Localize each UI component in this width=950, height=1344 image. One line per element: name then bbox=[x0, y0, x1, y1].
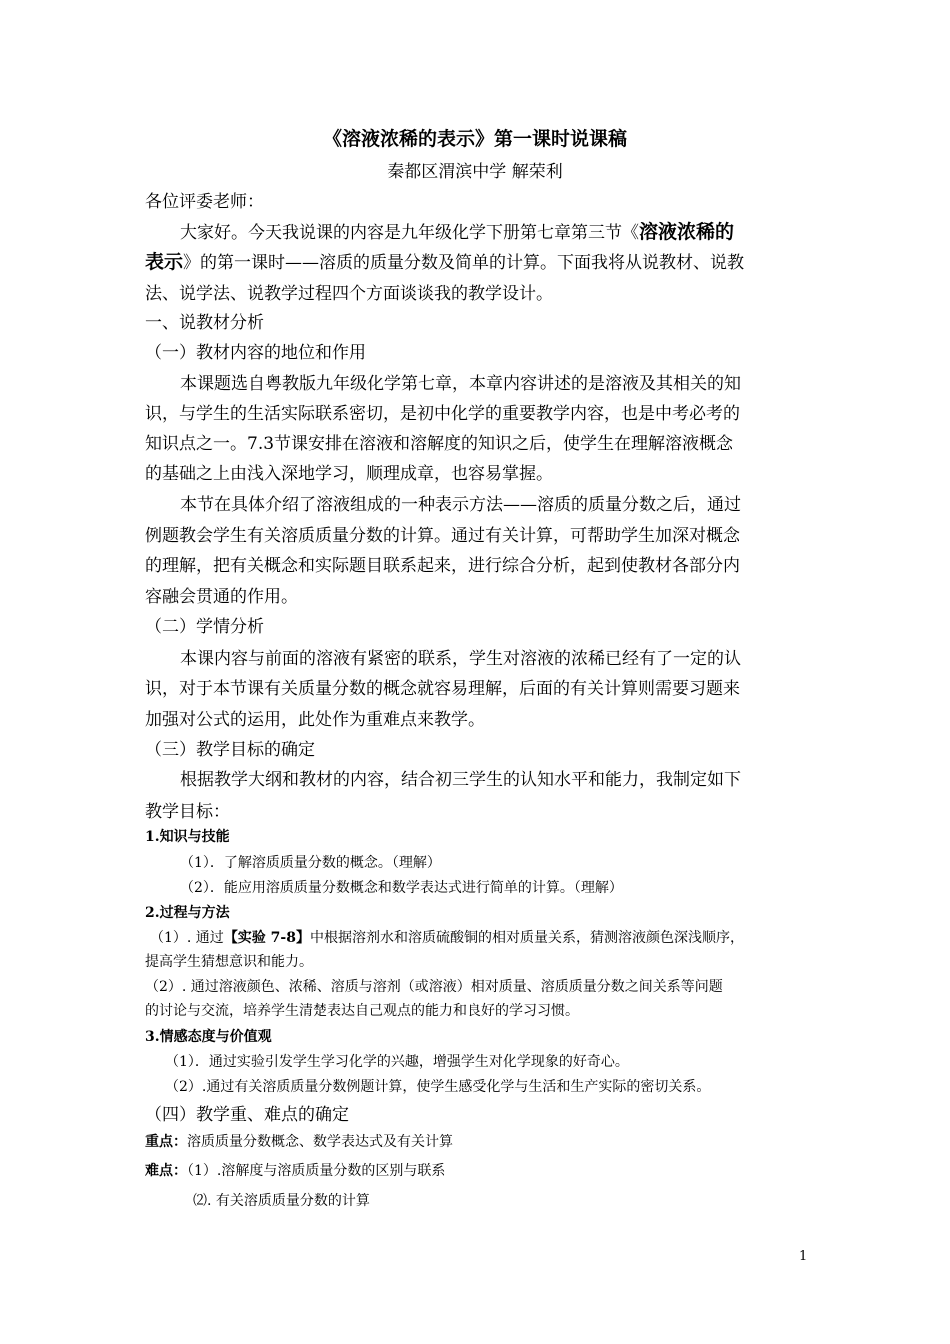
goal-item: （2）. 通过溶液颜色、浓稀、溶质与溶剂（或溶液）相对质量、溶质质量分数之间关系等问题 bbox=[145, 979, 723, 995]
document-title: 《溶液浓稀的表示》第一课时说课稿 bbox=[322, 128, 627, 150]
paragraph-line: 容融会贯通的作用。 bbox=[145, 587, 298, 607]
paragraph-line: 本节在具体介绍了溶液组成的一种表示方法——溶质的质量分数之后，通过 bbox=[180, 495, 741, 515]
intro-line-2 bbox=[145, 247, 744, 274]
paragraph-line: 例题教会学生有关溶质质量分数的计算。通过有关计算，可帮助学生加深对概念 bbox=[145, 526, 740, 546]
intro-line-2-text: 》的第一课时——溶质的质量分数及简单的计算。下面我将从说教材、说教 bbox=[183, 253, 745, 273]
paragraph-line: 识，与学生的生活实际联系密切，是初中化学的重要教学内容，也是中考必考的 bbox=[145, 404, 740, 424]
difficult-point bbox=[145, 1160, 445, 1180]
key-point-label: 重点： bbox=[145, 1134, 187, 1150]
goal-heading: 1.知识与技能 bbox=[145, 829, 230, 845]
paragraph-line: 加强对公式的运用，此处作为重难点来教学。 bbox=[145, 710, 485, 730]
intro-line-1-bold: 溶液浓稀的 bbox=[639, 221, 735, 243]
goal-item: （1）．了解溶质质量分数的概念。（理解） bbox=[180, 855, 441, 871]
page-number: 1 bbox=[799, 1249, 808, 1264]
goal-item: 的讨论与交流，培养学生清楚表达自己观点的能力和良好的学习习惯。 bbox=[145, 1003, 579, 1019]
difficult-point-label: 难点： bbox=[145, 1163, 187, 1179]
intro-line-1 bbox=[180, 217, 734, 244]
goal-heading: 3.情感态度与价值观 bbox=[145, 1029, 272, 1045]
goal-item: 提高学生猜想意识和能力。 bbox=[145, 954, 313, 970]
subsection-heading: （三）教学目标的确定 bbox=[145, 740, 315, 760]
paragraph-line: 的基础之上由浅入深地学习，顺理成章，也容易掌握。 bbox=[145, 464, 553, 484]
goal-heading: 2.过程与方法 bbox=[145, 905, 230, 921]
intro-line-2-bold: 表示 bbox=[145, 251, 184, 273]
intro-line-1-text: 大家好。今天我说课的内容是九年级化学下册第七章第三节《 bbox=[180, 223, 639, 243]
paragraph-line: 知识点之一。7.3节课安排在溶液和溶解度的知识之后，使学生在理解溶液概念 bbox=[145, 434, 734, 454]
goal-item: （2）.通过有关溶质质量分数例题计算，使学生感受化学与生活和生产实际的密切关系。 bbox=[165, 1079, 711, 1095]
intro-line-3: 法、说学法、说教学过程四个方面谈谈我的教学设计。 bbox=[145, 284, 553, 304]
difficult-point-item: ⑵. 有关溶质质量分数的计算 bbox=[193, 1193, 370, 1209]
paragraph-line: 本课题选自粤教版九年级化学第七章，本章内容讲述的是溶液及其相关的知 bbox=[180, 374, 741, 394]
paragraph-line: 根据教学大纲和教材的内容，结合初三学生的认知水平和能力，我制定如下 bbox=[180, 770, 741, 790]
document-author: 秦都区渭滨中学 解荣利 bbox=[387, 162, 563, 182]
goal-item: （2）．能应用溶质质量分数概念和数学表达式进行简单的计算。（理解） bbox=[180, 880, 623, 896]
section-heading: 一、说教材分析 bbox=[145, 313, 264, 333]
subsection-heading: （一）教材内容的地位和作用 bbox=[145, 343, 366, 363]
goal-item-text: 中根据溶剂水和溶质硫酸铜的相对质量关系，猜测溶液颜色深浅顺序， bbox=[309, 930, 744, 946]
experiment-reference: 【实验 7-8】 bbox=[223, 930, 310, 946]
key-point bbox=[145, 1131, 453, 1151]
paragraph-line: 识，对于本节课有关质量分数的概念就容易理解，后面的有关计算则需要习题来 bbox=[145, 679, 740, 699]
difficult-point-text: （1）.溶解度与溶质质量分数的区别与联系 bbox=[187, 1163, 446, 1179]
greeting: 各位评委老师： bbox=[145, 192, 264, 212]
subsection-heading: （四）教学重、难点的确定 bbox=[145, 1105, 349, 1125]
paragraph-line: 本课内容与前面的溶液有紧密的联系，学生对溶液的浓稀已经有了一定的认 bbox=[180, 649, 741, 669]
paragraph-line: 教学目标： bbox=[145, 802, 230, 822]
goal-item-text: （1）. 通过 bbox=[150, 930, 224, 946]
paragraph-line: 的理解，把有关概念和实际题目联系起来，进行综合分析，起到使教材各部分内 bbox=[145, 556, 740, 576]
goal-item: （1）．通过实验引发学生学习化学的兴趣，增强学生对化学现象的好奇心。 bbox=[165, 1054, 629, 1070]
subsection-heading: （二）学情分析 bbox=[145, 617, 264, 637]
key-point-text: 溶质质量分数概念、数学表达式及有关计算 bbox=[187, 1134, 453, 1150]
goal-item bbox=[150, 927, 744, 947]
